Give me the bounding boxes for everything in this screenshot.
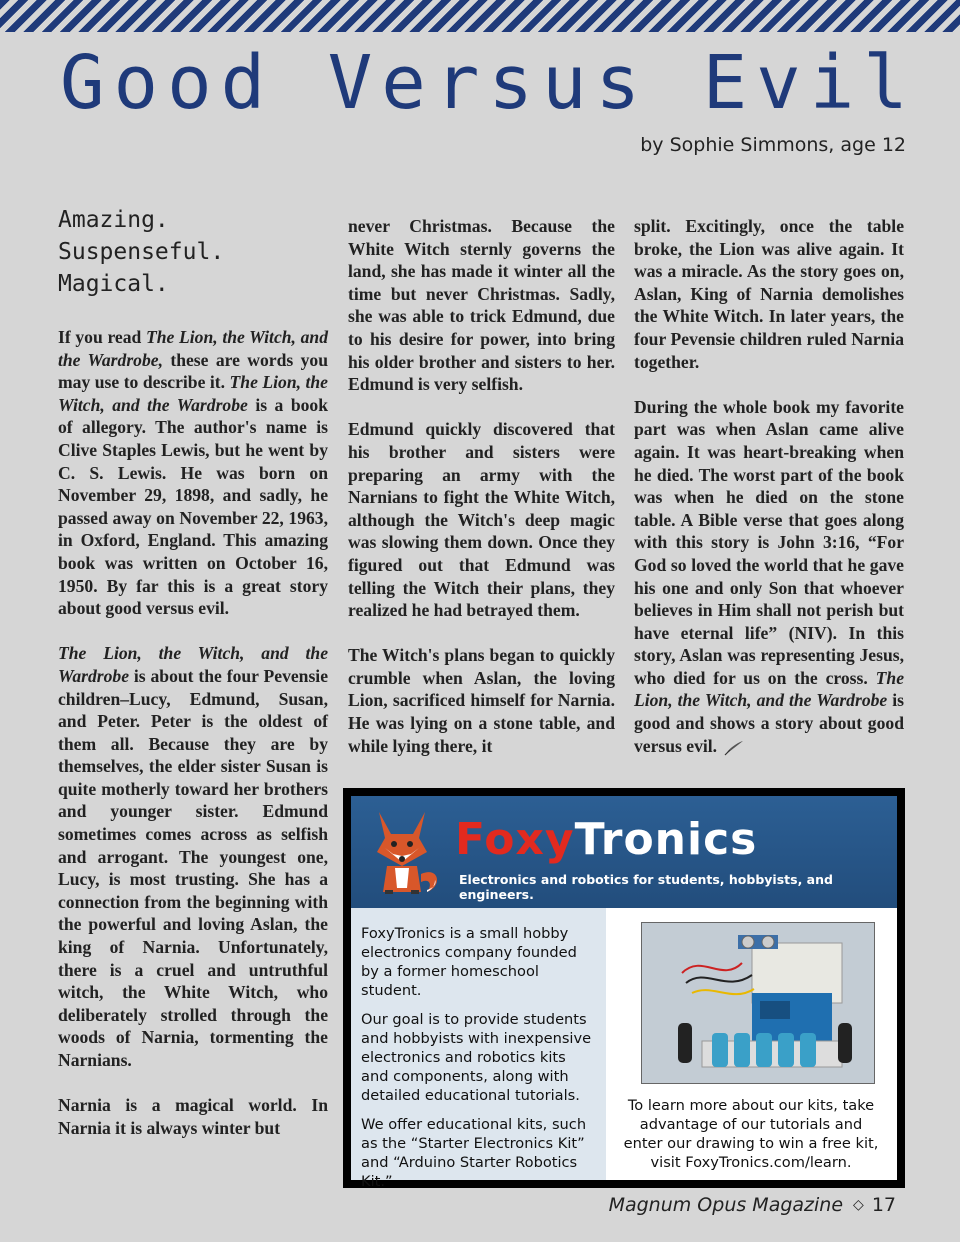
text-run: is good and shows a story about good versus evil.: [634, 690, 904, 756]
article-title: Good Versus Evil: [60, 40, 917, 126]
text-column-2: [348, 215, 615, 780]
ad-banner: [351, 796, 897, 908]
robot-kit-photo: [641, 922, 875, 1084]
paragraph: [348, 644, 615, 757]
text-run: is about the four Pevensie children–Lucy, Edmund, Susan, and Peter. Peter is the oldest of them all. Because they are by themselves, the elder sister Susan is quite motherly toward her brothers and younger sister. Edmund sometimes comes across as selfish and arrogant. The youngest one, Lucy, is most trusting. She has a connection from the beginning with the powerful and loving Aslan, the king of Narnia. Unfortunately, there is a cruel and untruthful witch, the White Witch, who deliberately strolled through the woods of Narnia, tormenting the Narnians.: [58, 665, 328, 1070]
paragraph: [58, 326, 328, 620]
ad-paragraph: Our goal is to provide students and hobbyists with inexpensive electronics and robotics kits and components, along with detailed educational tutorials.: [361, 1011, 592, 1104]
paragraph-text: [634, 397, 904, 756]
text-run: these are words you may use to describe it.: [58, 349, 328, 393]
text-run: If you read: [58, 327, 147, 347]
text-run: During the whole book my favorite part was when Aslan came alive again. It was heart-breaking when he died. The worst part of the book was when he died on the stone table. A Bible verse that goes along with this story is John 3:16, “For God so loved the world that he gave his one and only Son that whoever believes in Him shall not perish but have eternal life” (NIV). In this story, Aslan was representing Jesus, who died for us on the cross.: [634, 396, 904, 688]
text-run: is a book of allegory. The author's name is Clive Staples Lewis, but he went by C. S. Lewis. He was born on November 29, 1898, and sadly, he passed away on November 22, 1963, in Oxford, England. This amazing book was written on October 16, 1950. By far this is a great story about good versus evil.: [58, 394, 329, 619]
brand-name-part: Tronics: [574, 814, 758, 865]
foxytronics-advertisement[interactable]: [343, 788, 905, 1188]
book-title-italic: The Lion, the Witch, and the Wardrobe,: [58, 327, 328, 370]
book-title-italic: The Lion, the Witch, and the Wardrobe: [58, 372, 328, 415]
paragraph: [58, 1094, 328, 1139]
text-run: Narnia is a magical world. In Narnia it is always winter but: [58, 1095, 328, 1138]
page-footer: [609, 1194, 896, 1216]
text-run: The Witch's plans began to quickly crumble when Aslan, the loving Lion, sacrificed himself for Narnia. He was lying on a stone table, and while lying there, it: [348, 645, 615, 756]
byline: by Sophie Simmons, age 12: [640, 134, 906, 156]
page-number: 17: [871, 1194, 896, 1216]
fox-logo-icon: [361, 804, 443, 896]
kicker-words: [58, 204, 328, 300]
magazine-name: Magnum Opus Magazine: [608, 1194, 844, 1216]
decorative-stripe-border: [0, 0, 960, 32]
paragraph: [348, 418, 615, 621]
brand-name: [455, 814, 757, 865]
paragraph-with-end-mark: [634, 396, 904, 758]
ad-tagline: Electronics and robotics for students, hobbyists, and engineers.: [459, 872, 833, 902]
kicker-word: Magical.: [58, 271, 169, 297]
text-run: Edmund quickly discovered that his brother and sisters were preparing an army with the Narnians to fight the White Witch, although the Witch's deep magic was slowing them down. Once they figured out that Edmund was telling the Witch their plans, they realized he had betrayed them.: [348, 419, 615, 621]
paragraph: [58, 642, 328, 1071]
text-run: never Christmas. Because the White Witch sternly governs the land, she has made it winter all the time but never Christmas. Sadly, she was able to trick Edmund, due to his desire for power, into bring his older brother and sisters to her. Edmund is very selfish.: [348, 216, 615, 395]
robot-kit-illustration: [642, 923, 874, 1083]
ad-call-to-action[interactable]: To learn more about our kits, take advantage of our tutorials and enter our drawing to win a free kit, visit FoxyTronics.com/learn.: [623, 1097, 879, 1171]
text-column-3: [634, 215, 904, 780]
kicker-word: Suspenseful.: [58, 239, 225, 265]
text-run: split. Excitingly, once the table broke, the Lion was alive again. It was a miracle. As the story goes on, Aslan, King of Narnia demolishes the White Witch. In later years, the four Pevensie children ruled Narnia together.: [634, 216, 904, 372]
ad-promo-panel: [606, 908, 897, 1180]
book-title-italic: The Lion, the Witch, and the Wardrobe: [58, 643, 328, 686]
diamond-separator-icon: ◇: [853, 1197, 864, 1213]
ad-paragraph: FoxyTronics is a small hobby electronics company founded by a former homeschool student.: [361, 925, 577, 999]
book-title-italic: The Lion, the Witch, and the Wardrobe: [634, 667, 904, 711]
quill-end-mark-icon: [723, 739, 745, 757]
kicker-word: Amazing.: [58, 207, 169, 233]
ad-paragraph: We offer educational kits, such as the “Starter Electronics Kit” and “Arduino Starter Robotics Kit.”: [361, 1116, 587, 1190]
text-column-1: [58, 204, 328, 1162]
paragraph: [634, 215, 904, 373]
ad-description: [351, 908, 606, 1190]
paragraph: [348, 215, 615, 396]
brand-name-part: Foxy: [455, 814, 575, 865]
